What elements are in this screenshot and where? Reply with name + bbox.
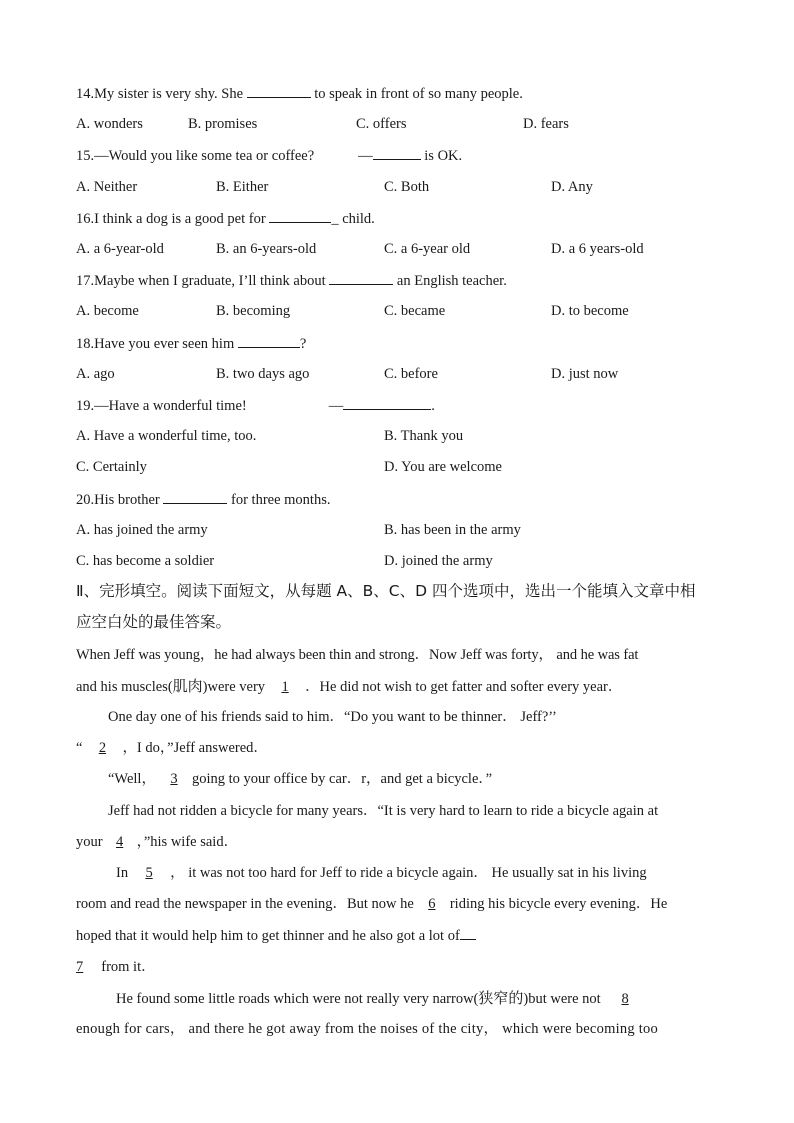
option-a: A. Have a wonderful time, too. <box>76 428 257 444</box>
option-c: C. a 6-year old <box>384 241 471 257</box>
question-19-stem: 19.—Have a wonderful time! — . <box>76 395 435 416</box>
option-a: A. ago <box>76 366 115 382</box>
question-20-stem: 20.His brother for three months. <box>76 489 330 510</box>
option-d: D. just now <box>551 366 619 382</box>
option-c: C. became <box>384 303 446 319</box>
option-b: B. promises <box>188 116 258 132</box>
option-b: B. becoming <box>216 303 291 319</box>
passage-line: Jeff had not ridden a bicycle for many years．“It is very hard to learn to ride a bicycle again at <box>108 803 659 819</box>
option-c: C. has become a soldier <box>76 553 215 569</box>
option-c: C. Certainly <box>76 459 147 475</box>
option-d: D. You are welcome <box>384 459 502 475</box>
option-c: C. Both <box>384 179 430 195</box>
option-b: B. Either <box>216 179 269 195</box>
cloze-blank-4: 4 <box>115 834 124 850</box>
passage-line: hoped that it would help him to get thinner and he also got a lot of <box>76 925 476 946</box>
question-16-stem: 16.I think a dog is a good pet for _ child. <box>76 208 375 229</box>
answer-blank <box>163 489 227 504</box>
option-d: D. joined the army <box>384 553 493 569</box>
passage-line: In 5 ， it was not too hard for Jeff to ride a bicycle again． He usually sat in his living <box>116 865 647 881</box>
option-a: A. has joined the army <box>76 522 208 538</box>
option-a: A. a 6-year-old <box>76 241 164 257</box>
passage-line: “Well， 3 going to your office by car．r，and get a bicycle．” <box>108 771 493 787</box>
answer-blank <box>329 270 393 285</box>
passage-line: “ 2 ，I do，”Jeff answered． <box>76 740 268 756</box>
passage-line: your 4 ，”his wife said． <box>76 834 239 850</box>
option-d: D. fears <box>523 116 569 132</box>
option-c: C. offers <box>356 116 407 132</box>
passage-line: He found some little roads which were not really very narrow(狭窄的)but were not 8 <box>116 989 629 1007</box>
cloze-blank-1: 1 <box>281 679 289 695</box>
answer-blank <box>460 925 476 940</box>
answer-blank <box>269 208 331 223</box>
option-b: B. two days ago <box>216 366 310 382</box>
question-14-stem: 14.My sister is very shy. She to speak in front of so many people. <box>76 83 523 104</box>
cloze-blank-6: 6 <box>428 896 436 912</box>
option-d: D. a 6 years-old <box>551 241 644 257</box>
answer-blank <box>247 83 311 98</box>
cloze-blank-8: 8 <box>621 991 629 1007</box>
cloze-blank-2: 2 <box>98 740 107 756</box>
answer-blank <box>373 145 421 160</box>
section-heading-cont: 应空白处的最佳答案。 <box>76 613 232 631</box>
passage-line: enough for cars， and there he got away from the noises of the city， which were becoming too <box>76 1021 659 1037</box>
option-b: B. Thank you <box>384 428 464 444</box>
question-18-stem: 18.Have you ever seen him ? <box>76 333 306 354</box>
cloze-blank-3: 3 <box>170 771 178 787</box>
option-a: A. become <box>76 303 139 319</box>
question-15-stem: 15.—Would you like some tea or coffee? — is OK. <box>76 145 462 166</box>
answer-blank <box>343 395 431 410</box>
passage-line: 7 from it． <box>76 959 156 975</box>
option-c: C. before <box>384 366 438 382</box>
option-d: D. to become <box>551 303 629 319</box>
passage-line: One day one of his friends said to him．“Do you want to be thinner． Jeff?’’ <box>108 709 557 725</box>
cloze-blank-5: 5 <box>145 865 153 881</box>
option-a: A. wonders <box>76 116 143 132</box>
question-17-stem: 17.Maybe when I graduate, I’ll think about an English teacher. <box>76 270 507 291</box>
section-heading: Ⅱ、完形填空。阅读下面短文，从每题 A、B、C、D 四个选项中，选出一个能填入文章中相 <box>76 582 696 600</box>
passage-line: room and read the newspaper in the evening．But now he 6 riding his bicycle every evening．He <box>76 896 668 912</box>
option-b: B. has been in the army <box>384 522 521 538</box>
passage-line: When Jeff was young，he had always been thin and strong．Now Jeff was forty， and he was fat <box>76 647 639 663</box>
option-d: D. Any <box>551 179 593 195</box>
answer-blank <box>238 333 300 348</box>
option-b: B. an 6-years-old <box>216 241 317 257</box>
cloze-blank-7: 7 <box>76 959 84 975</box>
passage-line: and his muscles(肌肉)were very 1 ．He did not wish to get fatter and softer every year． <box>76 677 623 695</box>
option-a: A. Neither <box>76 179 138 195</box>
